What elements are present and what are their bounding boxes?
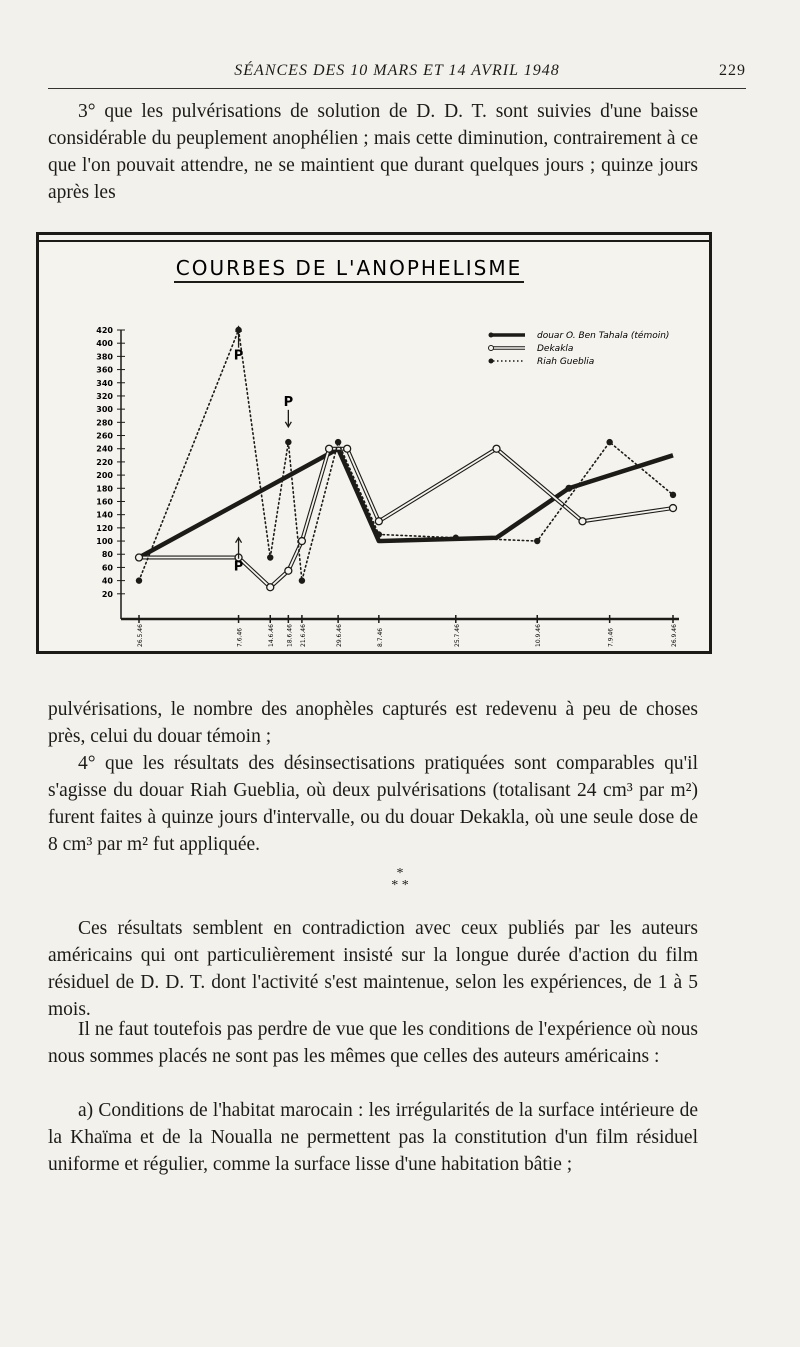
y-tick-label: 420 bbox=[96, 326, 113, 335]
point-riah-gueblia bbox=[534, 538, 540, 544]
point-dekakla bbox=[670, 505, 677, 512]
y-tick-label: 240 bbox=[96, 444, 113, 454]
asterism-top: * bbox=[396, 866, 404, 881]
y-tick-label: 280 bbox=[96, 418, 113, 428]
page-number: 229 bbox=[719, 62, 746, 79]
anophelism-chart bbox=[36, 232, 712, 654]
y-tick-label: 360 bbox=[96, 365, 113, 375]
chart-title: COURBES DE L'ANOPHELISME bbox=[175, 256, 523, 280]
series-line-dekakla-outer bbox=[139, 449, 673, 588]
point-dekakla bbox=[136, 554, 143, 561]
x-tick-label: 14.6.46 bbox=[268, 624, 276, 647]
y-tick-label: 340 bbox=[96, 378, 113, 388]
paragraph-condition-a: a) Conditions de l'habitat marocain : les irrégularités de la surface intérieure de la Khaïma et de la Noualla ne permettent pas la constitution d'un film résiduel uniforme et régulier, comme la surface lisse d'une habitation bâtie ; bbox=[48, 1100, 698, 1175]
annotation-label: P bbox=[233, 559, 244, 575]
y-tick-label: 120 bbox=[96, 523, 113, 533]
chart-annotations bbox=[234, 327, 293, 575]
y-tick-label: 380 bbox=[96, 352, 113, 362]
x-tick-label: 26.5.46 bbox=[137, 624, 144, 647]
point-dekakla bbox=[267, 584, 274, 591]
section-asterism bbox=[0, 868, 800, 892]
y-tick-label: 160 bbox=[96, 497, 113, 507]
point-dekakla bbox=[298, 538, 305, 545]
point-riah-gueblia bbox=[453, 535, 459, 541]
legend-label: douar O. Ben Tahala (témoin) bbox=[537, 331, 670, 341]
point-dekakla bbox=[326, 445, 333, 452]
point-riah-gueblia bbox=[267, 554, 273, 560]
legend-marker bbox=[489, 346, 494, 351]
x-tick-label: 21.6.46 bbox=[299, 624, 307, 647]
y-tick-label: 400 bbox=[96, 339, 113, 349]
point-riah-gueblia bbox=[299, 577, 305, 583]
point-riah-gueblia bbox=[335, 439, 341, 445]
point-riah-gueblia bbox=[136, 577, 142, 583]
y-tick-label: 60 bbox=[101, 563, 113, 573]
point-riah-gueblia bbox=[606, 439, 612, 445]
paragraph-results: Ces résultats semblent en contradiction avec ceux publiés par les auteurs américains qui ont particulièrement insisté sur la longue durée d'action du film résiduel de D. D. T. dont l'activité s'est maintenue, selon les expériences, de 1 à 5 mois. bbox=[48, 918, 698, 1020]
x-tick-label: 8.7.46 bbox=[376, 627, 384, 647]
point-riah-gueblia bbox=[285, 439, 291, 445]
y-tick-label: 260 bbox=[96, 431, 113, 441]
series-lines bbox=[139, 330, 673, 587]
paragraph-continued: pulvérisations, le nombre des anophèles capturés est redevenu à peu de choses près, celui du douar témoin ; bbox=[48, 699, 698, 747]
legend-marker bbox=[489, 359, 494, 364]
y-tick-label: 300 bbox=[96, 405, 113, 415]
point-temoin bbox=[565, 485, 572, 492]
x-tick-label: 25.7.46 bbox=[453, 624, 461, 647]
chart-legend bbox=[489, 330, 670, 367]
asterism-bottom: * * bbox=[391, 878, 409, 893]
y-tick-label: 80 bbox=[101, 550, 113, 560]
paragraph-4: 4° que les résultats des désinsectisations pratiquées sont comparables qu'il s'agisse du douar Riah Gueblia, où deux pulvérisations (totalisant 24 cm³ par m²) furent faites à quinze jours d'intervalle, ou du douar Dekakla, où une seule dose de 8 cm³ par m² fut appliquée. bbox=[48, 753, 698, 855]
point-dekakla bbox=[493, 445, 500, 452]
series-line-riah-gueblia bbox=[139, 330, 673, 581]
point-dekakla bbox=[285, 567, 292, 574]
point-riah-gueblia bbox=[670, 492, 676, 498]
y-tick-label: 40 bbox=[101, 576, 113, 586]
y-tick-label: 220 bbox=[96, 457, 113, 467]
x-tick-label: 18.6.46 bbox=[286, 624, 294, 647]
x-tick-label: 26.9.46 bbox=[671, 624, 678, 647]
y-tick-label: 180 bbox=[96, 484, 113, 494]
running-header bbox=[48, 58, 746, 89]
annotation-label: P bbox=[283, 394, 294, 410]
point-dekakla bbox=[344, 445, 351, 452]
x-tick-label: 29.6.46 bbox=[336, 624, 344, 647]
chart-static bbox=[39, 241, 709, 619]
y-tick-label: 100 bbox=[96, 537, 113, 547]
running-title: SÉANCES DES 10 MARS ET 14 AVRIL 1948 bbox=[234, 62, 560, 79]
x-tick-label: 7.9.46 bbox=[607, 627, 615, 647]
y-tick-label: 20 bbox=[101, 589, 113, 599]
y-tick-label: 200 bbox=[96, 471, 113, 481]
chart-svg bbox=[39, 235, 709, 651]
x-tick-label: 10.9.46 bbox=[535, 624, 543, 647]
x-tick-label: 7.6.46 bbox=[236, 627, 244, 647]
point-riah-gueblia bbox=[376, 531, 382, 537]
y-tick-label: 140 bbox=[96, 510, 113, 520]
paragraph-3: 3° que les pulvérisations de solution de D. D. T. sont suivies d'une baisse considérable du peuplement anophélien ; mais cette diminution, contrairement à ce que l'on pouvait attendre, ne se maintient que durant quelques jours ; quinze jours après les bbox=[48, 101, 698, 203]
legend-label: Dekakla bbox=[537, 344, 574, 354]
series-points bbox=[136, 327, 677, 591]
legend-label: Riah Gueblia bbox=[537, 357, 595, 367]
annotation-label: P bbox=[233, 348, 244, 364]
point-dekakla bbox=[579, 518, 586, 525]
paragraph-conditions: Il ne faut toutefois pas perdre de vue que les conditions de l'expérience où nous nous sommes placés ne sont pas les mêmes que celles des auteurs américains : bbox=[48, 1019, 698, 1067]
legend-marker bbox=[489, 333, 494, 338]
point-dekakla bbox=[375, 518, 382, 525]
y-tick-label: 320 bbox=[96, 391, 113, 401]
